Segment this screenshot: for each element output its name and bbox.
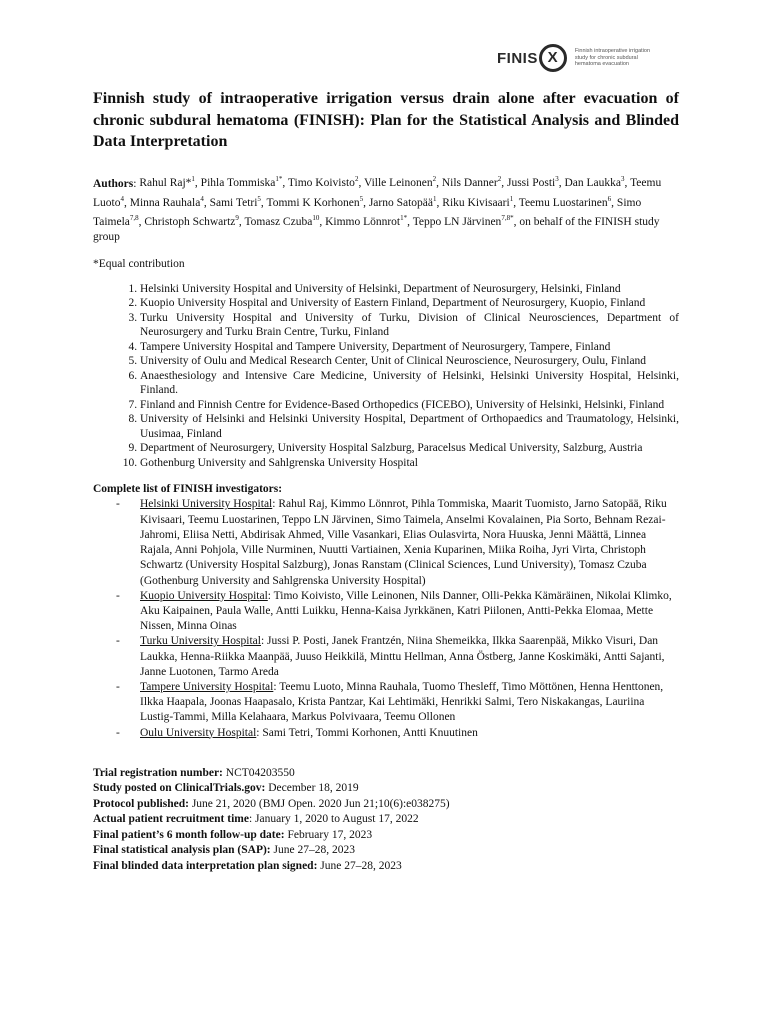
trial-info-label: Final blinded data interpretation plan signed: xyxy=(93,859,318,872)
author-list: Authors: Rahul Raj*$^1$, Pihla Tommiska$^{1*}$, Timo Koivisto$^2$, Ville Leinonen$^2$, Nils Danner$^2$, Jussi Posti$^3$, Dan Laukka$^3$, Teemu Luoto$^4$, Minna Rauhala$^4$, Sami Tetri$^5$, Tommi K Korhonen$^5$, Jarno Satopää$^1$, Riku Kivisaari$^1$, Teemu Luostarinen$^6$, Simo Taimela$^{7,8}$, Christoph Schwartz$^9$, Tomasz Czuba$^{10}$, Kimmo Lönnrot$^{1*}$, Teppo LN Järvinen$^{7,8*}$, on behalf of the FINISH study group xyxy=(93,175,662,244)
author-affiliation-mark: 1 xyxy=(509,194,514,203)
logo-x-circle: X xyxy=(539,44,567,72)
trial-info-label: Final statistical analysis plan (SAP): xyxy=(93,844,271,857)
trial-info xyxy=(93,766,679,875)
author-name: Kimmo Lönnrot xyxy=(325,215,401,228)
affiliation-item: 6. Anaesthesiology and Intensive Care Medicine, University of Helsinki, Helsinki University Hospital, Helsinki, Finland. xyxy=(140,369,679,398)
author-affiliation-mark: 5 xyxy=(257,194,261,203)
trial-info-label: Trial registration number: xyxy=(93,766,223,779)
investigator-site-item xyxy=(93,680,679,726)
affiliation-item: 10. Gothenburg University and Sahlgrenska University Hospital xyxy=(140,456,679,471)
author-name: Teemu Luoto xyxy=(93,177,662,209)
investigator-names: : Teemu Luoto, Minna Rauhala, Tuomo Thesleff, Timo Möttönen, Henna Henttonen, Ilkka Haapala, Joonas Haapasalo, Krista Pantzar, Kai Lehtimäki, Henrikki Salmi, Tero Niskakangas, Lauriina Lustig-Tammi, Milla Kelahaara, Markus Polvivaara, Teemu Ollonen xyxy=(140,680,664,724)
investigator-names: : Rahul Raj, Kimmo Lönnrot, Pihla Tommiska, Maarit Tuomisto, Jarno Satopää, Riku Kivisaari, Teemu Luostarinen, Teppo LN Järvinen, Simo Taimela, Anselmi Kovalainen, Pia Sorto, Behnam Rezai-Jahromi, Eliisa Netti, Abdirisak Ahmed, Ville Vasankari, Elias Oulasvirta, Nora Huuska, Jenni Määttä, Linnea Rajala, Anni Pohjola, Ville Nurminen, Nuutti Vartiainen, Xenia Kuparinen, Miika Roiha, Jyri Virta, Christoph Schwartz (University Hospital Salzburg), Jonas Ranstam (Clinical Sciences, Lund University), Tomasz Czuba (Gothenburg University and Sahlgrenska University Hospital) xyxy=(140,498,667,587)
trial-info-value: December 18, 2019 xyxy=(265,782,359,795)
trial-info-row xyxy=(93,859,679,875)
author-affiliation-mark: 1 xyxy=(433,194,437,203)
author-name: Pihla Tommiska xyxy=(200,177,276,190)
investigator-site-item xyxy=(93,634,679,680)
equal-contribution-note: *Equal contribution xyxy=(93,257,185,270)
author-name: Teppo LN Järvinen xyxy=(412,215,502,228)
affiliation-list xyxy=(93,282,679,471)
author-name: Minna Rauhala xyxy=(129,196,201,209)
paper-title: Finnish study of intraoperative irrigation versus drain alone after evacuation of chronic subdural hematoma (FINISH): Plan for the Statistical Analysis and Blinded Data Interpretation xyxy=(93,90,679,150)
author-affiliation-mark: 1* xyxy=(275,175,283,184)
author-affiliation-mark: 4 xyxy=(120,194,124,203)
trial-info-label: Protocol published: xyxy=(93,797,189,810)
trial-info-label: Actual patient recruitment time xyxy=(93,813,249,826)
author-affiliation-mark: 4 xyxy=(200,194,204,203)
trial-info-label: Final patient’s 6 month follow-up date: xyxy=(93,828,285,841)
author-affiliation-mark: 6 xyxy=(607,194,612,203)
author-suffix: on behalf of the FINISH study group xyxy=(93,215,660,244)
trial-info-value: : January 1, 2020 to August 17, 2022 xyxy=(248,813,419,826)
trial-info-value: June 27–28, 2023 xyxy=(270,844,355,857)
document-body xyxy=(93,88,679,874)
author-affiliation-mark: 2 xyxy=(432,175,437,184)
affiliation-item: 3. Turku University Hospital and University of Turku, Division of Clinical Neurosciences, Department of Neurosurgery and Turku Brain Centre, Turku, Finland xyxy=(140,311,679,340)
site-name: Oulu University Hospital xyxy=(140,726,257,739)
trial-info-row xyxy=(93,766,679,782)
affiliation-item: 5. University of Oulu and Medical Research Center, Unit of Clinical Neuroscience, Neurosurgery, Oulu, Finland xyxy=(140,354,679,369)
author-name: Timo Koivisto xyxy=(287,177,355,190)
affiliation-item: 1. Helsinki University Hospital and University of Helsinki, Department of Neurosurgery, Helsinki, Finland xyxy=(140,282,679,297)
logo-wordmark xyxy=(497,44,567,72)
investigator-names: : Jussi P. Posti, Janek Frantzén, Niina Shemeikka, Ilkka Saarenpää, Mikko Visuri, Dan Laukka, Henna-Riikka Maanpää, Juuso Heikkilä, Minttu Hellman, Anna Östberg, Janne Koskimäki, Antti Sajanti, Janne Luotonen, Tarmo Areda xyxy=(140,635,665,678)
trial-info-row xyxy=(93,781,679,797)
author-name: Christoph Schwartz xyxy=(144,215,236,228)
author-affiliation-mark: 1 xyxy=(191,175,195,184)
affiliation-item: 7. Finland and Finnish Centre for Evidence-Based Orthopedics (FICEBO), University of Helsinki, Helsinki, Finland xyxy=(140,398,679,413)
investigator-site-item xyxy=(93,589,679,635)
author-name: Tomasz Czuba xyxy=(244,215,313,228)
author-affiliation-mark: 3 xyxy=(555,175,559,184)
investigator-names: : Sami Tetri, Tommi Korhonen, Antti Knuutinen xyxy=(256,726,478,739)
author-name: Sami Tetri xyxy=(209,196,258,209)
trial-info-row xyxy=(93,828,679,844)
investigators-heading: Complete list of FINISH investigators: xyxy=(93,483,283,496)
author-affiliation-mark: 3 xyxy=(621,175,625,184)
affiliation-item: 8. University of Helsinki and Helsinki University Hospital, Department of Orthopaedics and Traumatology, Helsinki, Uusimaa, Finland xyxy=(140,412,679,441)
trial-info-row xyxy=(93,843,679,859)
trial-info-row xyxy=(93,797,679,813)
site-name: Turku University Hospital xyxy=(140,635,261,648)
trial-info-value: NCT04203550 xyxy=(222,766,295,779)
investigator-site-item xyxy=(93,726,679,741)
author-name: Dan Laukka xyxy=(564,177,622,190)
trial-info-value: June 21, 2020 (BMJ Open. 2020 Jun 21;10(6):e038275) xyxy=(188,797,450,810)
trial-info-label: Study posted on ClinicalTrials.gov: xyxy=(93,782,266,795)
logo-word-text: FINIS xyxy=(497,49,538,67)
author-name: Ville Leinonen xyxy=(363,177,433,190)
author-name: Rahul Raj* xyxy=(139,177,192,190)
author-affiliation-mark: 9 xyxy=(235,214,239,223)
author-names: Rahul Raj*$^1$, Pihla Tommiska$^{1*}$, Timo Koivisto$^2$, Ville Leinonen$^2$, Nils Danner$^2$, Jussi Posti$^3$, Dan Laukka$^3$, Teemu Luoto$^4$, Minna Rauhala$^4$, Sami Tetri$^5$, Tommi K Korhonen$^5$, Jarno Satopää$^1$, Riku Kivisaari$^1$, Teemu Luostarinen$^6$, Simo Taimela$^{7,8}$, Christoph Schwartz$^9$, Tomasz Czuba$^{10}$, Kimmo Lönnrot$^{1*}$, Teppo LN Järvinen$^{7,8*}$ xyxy=(93,175,662,228)
author-name: Jussi Posti xyxy=(506,177,556,190)
author-name: Simo Taimela xyxy=(93,196,642,228)
investigator-names: : Timo Koivisto, Ville Leinonen, Nils Danner, Olli-Pekka Kämäräinen, Nikolai Klimko, Aku Kaipainen, Paula Walle, Antti Luikku, Henna-Kaisa Jyrkkänen, Katri Piilonen, Antti-Pekka Elomaa, Mette Nissen, Minna Oinas xyxy=(140,589,672,633)
trial-info-value: February 17, 2023 xyxy=(284,828,373,841)
author-affiliation-mark: 7,8* xyxy=(501,214,514,223)
author-affiliation-mark: 10 xyxy=(312,214,320,223)
author-name: Jarno Satopää xyxy=(368,196,434,209)
trial-info-row xyxy=(93,812,679,828)
author-affiliation-mark: 7,8 xyxy=(129,214,139,223)
finish-logo xyxy=(497,38,667,78)
investigators-list xyxy=(93,497,679,740)
author-name: Teemu Luostarinen xyxy=(518,196,608,209)
logo-tagline: Finnish intraoperative irrigation study for chronic subdural hematoma evacuation xyxy=(574,48,651,68)
author-name: Tommi K Korhonen xyxy=(266,196,360,209)
author-name: Nils Danner xyxy=(441,177,498,190)
investigator-site-item xyxy=(93,497,679,588)
author-affiliation-mark: 1* xyxy=(400,214,408,223)
site-name: Kuopio University Hospital xyxy=(140,589,268,602)
affiliation-item: 4. Tampere University Hospital and Tampere University, Department of Neurosurgery, Tampere, Finland xyxy=(140,340,679,355)
affiliation-item: 9. Department of Neurosurgery, University Hospital Salzburg, Paracelsus Medical University, Salzburg, Austria xyxy=(140,441,679,456)
author-affiliation-mark: 5 xyxy=(359,194,364,203)
author-affiliation-mark: 2 xyxy=(354,175,359,184)
trial-info-value: June 27–28, 2023 xyxy=(317,859,402,872)
author-name: Riku Kivisaari xyxy=(442,196,510,209)
authors-label: Authors xyxy=(93,177,134,190)
site-name: Tampere University Hospital xyxy=(140,680,274,693)
affiliation-item: 2. Kuopio University Hospital and University of Eastern Finland, Department of Neurosurgery, Kuopio, Finland xyxy=(140,296,679,311)
site-name: Helsinki University Hospital xyxy=(140,498,273,511)
author-affiliation-mark: 2 xyxy=(497,175,502,184)
